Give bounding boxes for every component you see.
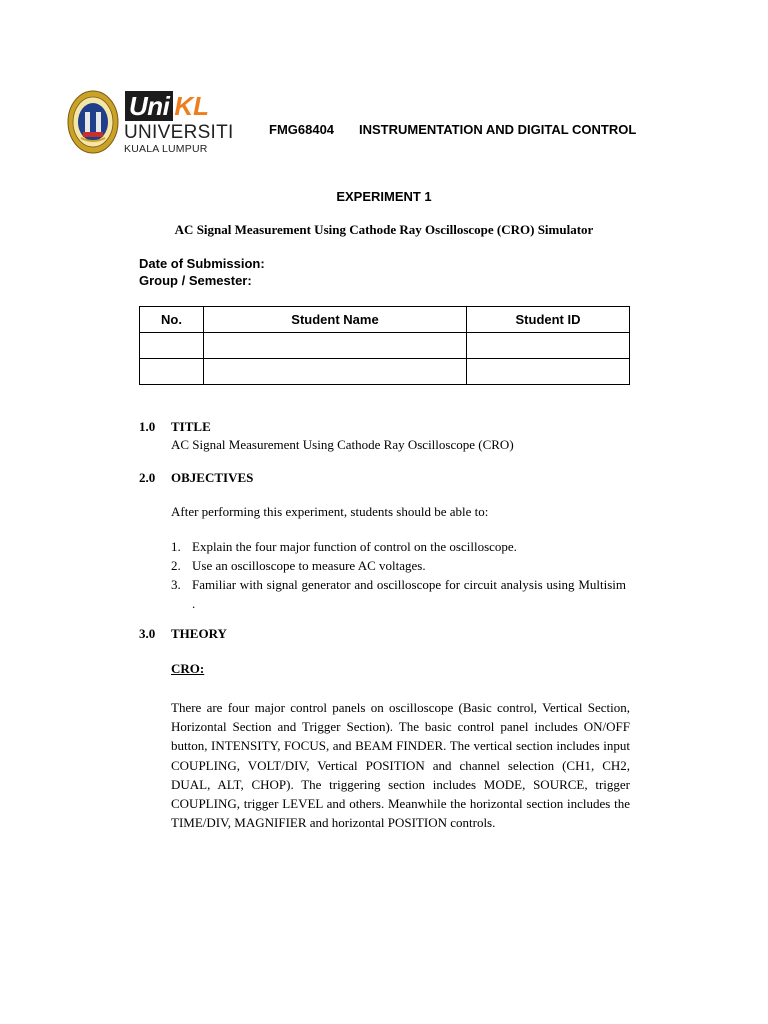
list-item-text: Familiar with signal generator and oscilloscope for circuit analysis using Multisim . <box>192 577 626 611</box>
header-no: No. <box>140 307 204 333</box>
date-of-submission-label: Date of Submission: <box>139 256 265 271</box>
list-item <box>171 575 626 613</box>
table-cell-no[interactable] <box>140 333 204 359</box>
table-cell-id[interactable] <box>467 333 630 359</box>
list-item-number: 2. <box>171 558 181 573</box>
list-item-number: 3. <box>171 577 181 592</box>
experiment-title: EXPERIMENT 1 <box>336 189 432 204</box>
section-1-number: 1.0 <box>139 419 156 434</box>
table-cell-name[interactable] <box>204 333 467 359</box>
header-student-id: Student ID <box>467 307 630 333</box>
university-seal-logo <box>67 90 119 154</box>
section-2-heading: OBJECTIVES <box>171 470 254 485</box>
section-2-number: 2.0 <box>139 470 156 485</box>
experiment-subtitle: AC Signal Measurement Using Cathode Ray Oscilloscope (CRO) Simulator <box>174 222 594 237</box>
list-item <box>171 537 626 556</box>
objectives-list <box>171 537 626 613</box>
header-student-name: Student Name <box>204 307 467 333</box>
section-1-text: AC Signal Measurement Using Cathode Ray Oscilloscope (CRO) <box>171 437 514 452</box>
logo-city-name: KUALA LUMPUR <box>124 143 208 155</box>
list-item-number: 1. <box>171 539 181 554</box>
cro-subheading: CRO: <box>171 661 205 676</box>
list-item-text: Use an oscilloscope to measure AC voltages. <box>192 558 426 573</box>
list-item <box>171 556 626 575</box>
theory-paragraph: There are four major control panels on oscilloscope (Basic control, Vertical Section, Horizontal Section and Trigger Section). The basic control panel includes ON/OFF button, INTENSITY, FOCUS, and BEAM FINDER. The vertical section includes input COUPLING, VOLT/DIV, Vertical POSITION and channel selection (CH1, CH2, DUAL, ALT, CHOP). The triggering section includes MODE, SOURCE, trigger COUPLING, trigger LEVEL and others. Meanwhile the horizontal section includes the TIME/DIV, MAGNIFIER and horizontal POSITION controls. <box>171 700 630 831</box>
logo-kl-text: KL <box>174 91 210 121</box>
table-cell-no[interactable] <box>140 359 204 385</box>
table-cell-id[interactable] <box>467 359 630 385</box>
section-3-number: 3.0 <box>139 626 156 641</box>
table-cell-name[interactable] <box>204 359 467 385</box>
list-item-text: Explain the four major function of control on the oscilloscope. <box>192 539 517 554</box>
table-row <box>140 359 630 385</box>
logo-uni-text: Uni <box>125 91 173 121</box>
students-table <box>139 306 630 385</box>
course-code: FMG68404 <box>269 122 335 137</box>
table-header-row <box>140 307 630 333</box>
objectives-intro: After performing this experiment, students should be able to: <box>171 504 489 519</box>
unikl-brand-logo <box>125 90 209 122</box>
group-semester-label: Group / Semester: <box>139 273 252 288</box>
table-row <box>140 333 630 359</box>
course-title: INSTRUMENTATION AND DIGITAL CONTROL <box>359 122 637 137</box>
section-1-heading: TITLE <box>171 419 211 434</box>
logo-university-name: UNIVERSITI <box>124 122 234 143</box>
section-3-heading: THEORY <box>171 626 227 641</box>
